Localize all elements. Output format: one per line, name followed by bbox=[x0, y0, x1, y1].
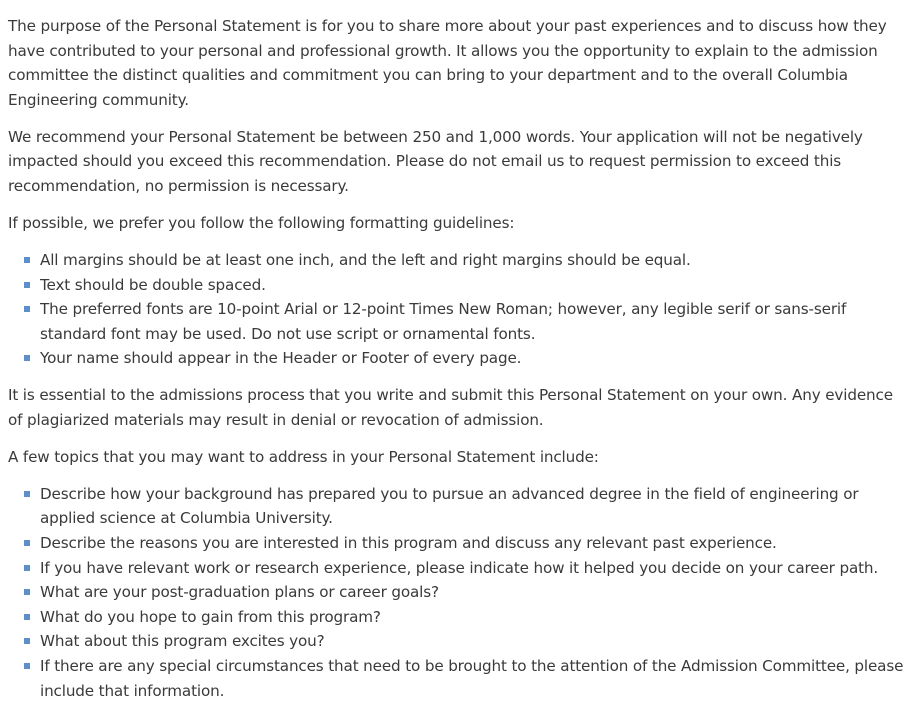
square-bullet-icon bbox=[24, 491, 30, 497]
list-item-text: Describe the reasons you are interested in this program and discuss any relevant past experience. bbox=[40, 534, 777, 553]
list-item bbox=[40, 482, 904, 531]
intro-paragraph: The purpose of the Personal Statement is for you to share more about your past experiences and to discuss how they have contributed to your personal and professional growth. It allows you the opportunity to explain to the admission committee the distinct qualities and commitment you can bring to your department and to the overall Columbia Engineering community. bbox=[8, 17, 887, 109]
list-item bbox=[40, 346, 904, 371]
square-bullet-icon bbox=[24, 282, 30, 288]
formatting-intro-paragraph: If possible, we prefer you follow the following formatting guidelines: bbox=[8, 213, 515, 232]
list-item-text: What do you hope to gain from this program? bbox=[40, 607, 381, 626]
list-item-text: The preferred fonts are 10-point Arial or 12-point Times New Roman; however, any legible serif or sans-serif standard font may be used. Do not use script or ornamental fonts. bbox=[40, 300, 847, 343]
square-bullet-icon bbox=[24, 540, 30, 546]
list-item bbox=[40, 531, 904, 556]
list-item bbox=[40, 248, 904, 273]
list-item-text: What are your post-graduation plans or career goals? bbox=[40, 583, 439, 602]
list-item bbox=[40, 580, 904, 605]
square-bullet-icon bbox=[24, 355, 30, 361]
topics-list bbox=[8, 482, 904, 703]
square-bullet-icon bbox=[24, 306, 30, 312]
square-bullet-icon bbox=[24, 257, 30, 263]
list-item bbox=[40, 273, 904, 298]
personal-statement-content bbox=[8, 14, 904, 716]
list-item bbox=[40, 556, 904, 581]
square-bullet-icon bbox=[24, 565, 30, 571]
integrity-paragraph: It is essential to the admissions process that you write and submit this Personal Statement on your own. Any evidence of plagiarized materials may result in denial or revocation of admission. bbox=[8, 386, 893, 429]
topics-intro-paragraph: A few topics that you may want to address in your Personal Statement include: bbox=[8, 447, 599, 466]
list-item bbox=[40, 629, 904, 654]
list-item-text: If you have relevant work or research experience, please indicate how it helped you decide on your career path. bbox=[40, 558, 879, 577]
square-bullet-icon bbox=[24, 663, 30, 669]
list-item-text: If there are any special circumstances that need to be brought to the attention of the Admission Committee, please include that information. bbox=[40, 657, 904, 700]
formatting-guidelines-list bbox=[8, 248, 904, 371]
list-item-text: What about this program excites you? bbox=[40, 632, 325, 651]
square-bullet-icon bbox=[24, 589, 30, 595]
list-item bbox=[40, 654, 904, 703]
list-item bbox=[40, 297, 904, 346]
list-item bbox=[40, 605, 904, 630]
length-paragraph: We recommend your Personal Statement be between 250 and 1,000 words. Your application will not be negatively impacted should you exceed this recommendation. Please do not email us to request permission to exceed this recommendation, no permission is necessary. bbox=[8, 127, 863, 195]
list-item-text: Your name should appear in the Header or Footer of every page. bbox=[40, 349, 522, 368]
list-item-text: Describe how your background has prepared you to pursue an advanced degree in the field of engineering or applied science at Columbia University. bbox=[40, 484, 859, 528]
square-bullet-icon bbox=[24, 638, 30, 644]
list-item-text: All margins should be at least one inch, and the left and right margins should be equal. bbox=[40, 250, 691, 269]
list-item-text: Text should be double spaced. bbox=[40, 275, 266, 294]
square-bullet-icon bbox=[24, 614, 30, 620]
